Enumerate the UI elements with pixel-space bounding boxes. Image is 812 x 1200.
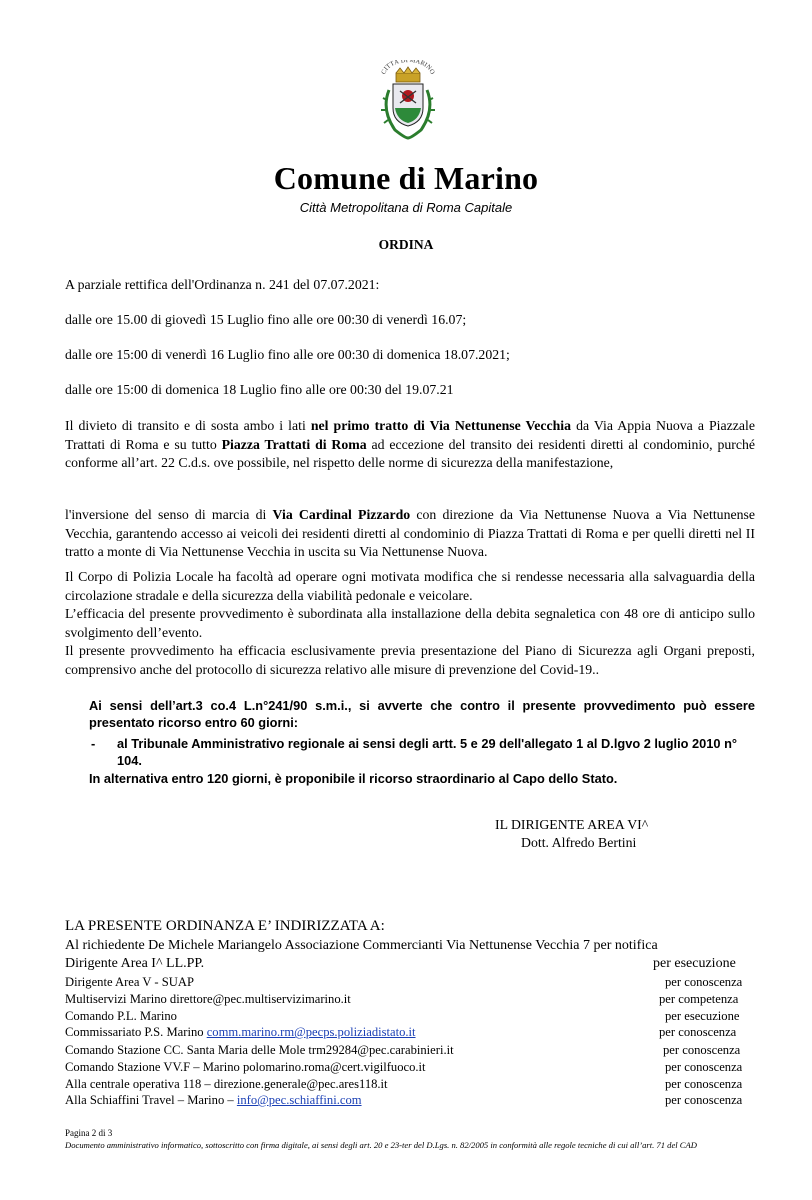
page-title: Comune di Marino <box>273 160 539 196</box>
city-crest <box>373 60 443 150</box>
divieto-text-1: Il divieto di transito e di sosta ambo i lati <box>65 418 311 433</box>
recipient-row: Dirigente Area I^ LL.PP. <box>65 956 205 971</box>
recipient-action: per competenza <box>659 992 739 1006</box>
recipient-action: per conoscenza <box>659 1025 737 1039</box>
recipient-label: Alla Schiaffini Travel – Marino – <box>65 1093 237 1107</box>
recipient-action: per conoscenza <box>665 1077 743 1091</box>
recipient-row: Comando Stazione CC. Santa Maria delle Mole trm29284@pec.carabinieri.it <box>65 1043 454 1057</box>
time-slot-1: dalle ore 15.00 di giovedì 15 Luglio fino alle ore 00:30 di venerdì 16.07; <box>65 312 467 327</box>
recipient-row <box>65 1025 416 1040</box>
intro-paragraph: A parziale rettifica dell'Ordinanza n. 241 del 07.07.2021: <box>65 277 380 292</box>
divieto-bold-1: nel primo tratto di Via Nettunense Vecchia <box>310 418 572 433</box>
list-dash: - <box>91 736 96 751</box>
recipient-action: per esecuzione <box>653 956 736 971</box>
signature-name: Dott. Alfredo Bertini <box>521 835 637 850</box>
email-link[interactable]: info@pec.schiaffini.com <box>236 1093 362 1107</box>
recipient-action: per conoscenza <box>665 975 743 989</box>
recipient-action: per esecuzione <box>665 1009 740 1023</box>
inversione-text-1: l'inversione del senso di marcia di <box>65 507 273 522</box>
page-subtitle: Città Metropolitana di Roma Capitale <box>299 200 513 215</box>
time-slot-2: dalle ore 15:00 di venerdì 16 Luglio fino alle ore 00:30 di domenica 18.07.2021; <box>65 347 510 362</box>
recipient-row <box>65 1093 362 1108</box>
efficacia-paragraph: L’efficacia del presente provvedimento è subordinata alla installazione della debita segnaletica con 48 ore di anticipo sullo svolgimento dell’evento. <box>65 606 755 640</box>
crest-text: CITTÀ DI MARINO <box>380 60 436 76</box>
recipient-row: Alla centrale operativa 118 – direzione.generale@pec.ares118.it <box>65 1077 388 1091</box>
page-number: Pagina 2 di 3 <box>65 1128 113 1138</box>
recipient-action: per conoscenza <box>665 1060 743 1074</box>
recipients-heading: LA PRESENTE ORDINANZA E’ INDIRIZZATA A: <box>65 918 385 934</box>
ricorso-paragraph: Ai sensi dell’art.3 co.4 L.n°241/90 s.m.i., si avverte che contro il presente provvedimento può essere presentato ricorso entro 60 giorni: <box>89 698 755 730</box>
divieto-paragraph <box>65 417 755 473</box>
recipient-row: Comando P.L. Marino <box>65 1009 177 1023</box>
divieto-text-3: ad eccezione del transito dei residenti diretti al condominio, purché conforme all’art. 22 C.d.s. ove possibile, nel rispetto delle norme di sicurezza della manifestazione, <box>65 436 755 470</box>
inversione-bold-1: Via Cardinal Pizzardo <box>272 507 411 522</box>
time-slot-3: dalle ore 15:00 di domenica 18 Luglio fino alle ore 00:30 del 19.07.21 <box>65 382 454 397</box>
section-heading: ORDINA <box>378 237 434 252</box>
recipient-row: Multiservizi Marino direttore@pec.multiservizimarino.it <box>65 992 351 1006</box>
recipient-row: Al richiedente De Michele Mariangelo Associazione Commercianti Via Nettunense Vecchia 7 per notifica <box>65 938 658 953</box>
piano-paragraph: Il presente provvedimento ha efficacia esclusivamente previa presentazione del Piano di Sicurezza agli Organi preposti, comprensivo anche del protocollo di sicurezza relativo alle misure di prevenzione del Covid-19.. <box>65 643 755 677</box>
polizia-paragraph: Il Corpo di Polizia Locale ha facoltà ad operare ogni motivata modifica che si rendesse necessaria alla salvaguardia della circolazione stradale e della sicurezza della viabilità pedonale e veicolare. <box>65 569 755 603</box>
email-link[interactable]: comm.marino.rm@pecps.poliziadistato.it <box>206 1025 416 1039</box>
divieto-text-2: da Via Appia Nuova a Piazzale Trattati di Roma e su tutto <box>65 418 755 452</box>
inversione-paragraph <box>65 506 755 562</box>
recipient-row: Dirigente Area V - SUAP <box>65 975 194 989</box>
tar-list-item: al Tribunale Amministrativo regionale ai sensi degli artt. 5 e 29 dell'allegato 1 al D.lgvo 2 luglio 2010 n° 104. <box>117 736 737 768</box>
inversione-text-2: con direzione da Via Nettunense Nuova a Via Nettunense Vecchia, garantendo accesso ai veicoli dei residenti diretti al condominio di Piazza Trattati di Roma e per quelli diretti nel II tratto a monte di Via Nettunense Vecchia in uscita su Via Nettunense Nuova. <box>65 507 755 559</box>
recipient-row: Comando Stazione VV.F – Marino polomarino.roma@cert.vigilfuoco.it <box>65 1060 426 1074</box>
divieto-bold-2: Piazza Trattati di Roma <box>221 436 367 452</box>
recipient-action: per conoscenza <box>663 1043 741 1057</box>
recipient-action: per conoscenza <box>665 1093 743 1107</box>
signature-role: IL DIRIGENTE AREA VI^ <box>495 817 649 832</box>
alternativa-paragraph: In alternativa entro 120 giorni, è proponibile il ricorso straordinario al Capo dello Stato. <box>89 771 618 786</box>
recipient-label: Commissariato P.S. Marino <box>65 1025 207 1039</box>
footer-note: Documento amministrativo informatico, sottoscritto con firma digitale, ai sensi degli art. 20 e 23-ter del D.Lgs. n. 82/2005 in conformità alle regole tecniche di cui all’art. 71 del CAD <box>65 1140 697 1150</box>
